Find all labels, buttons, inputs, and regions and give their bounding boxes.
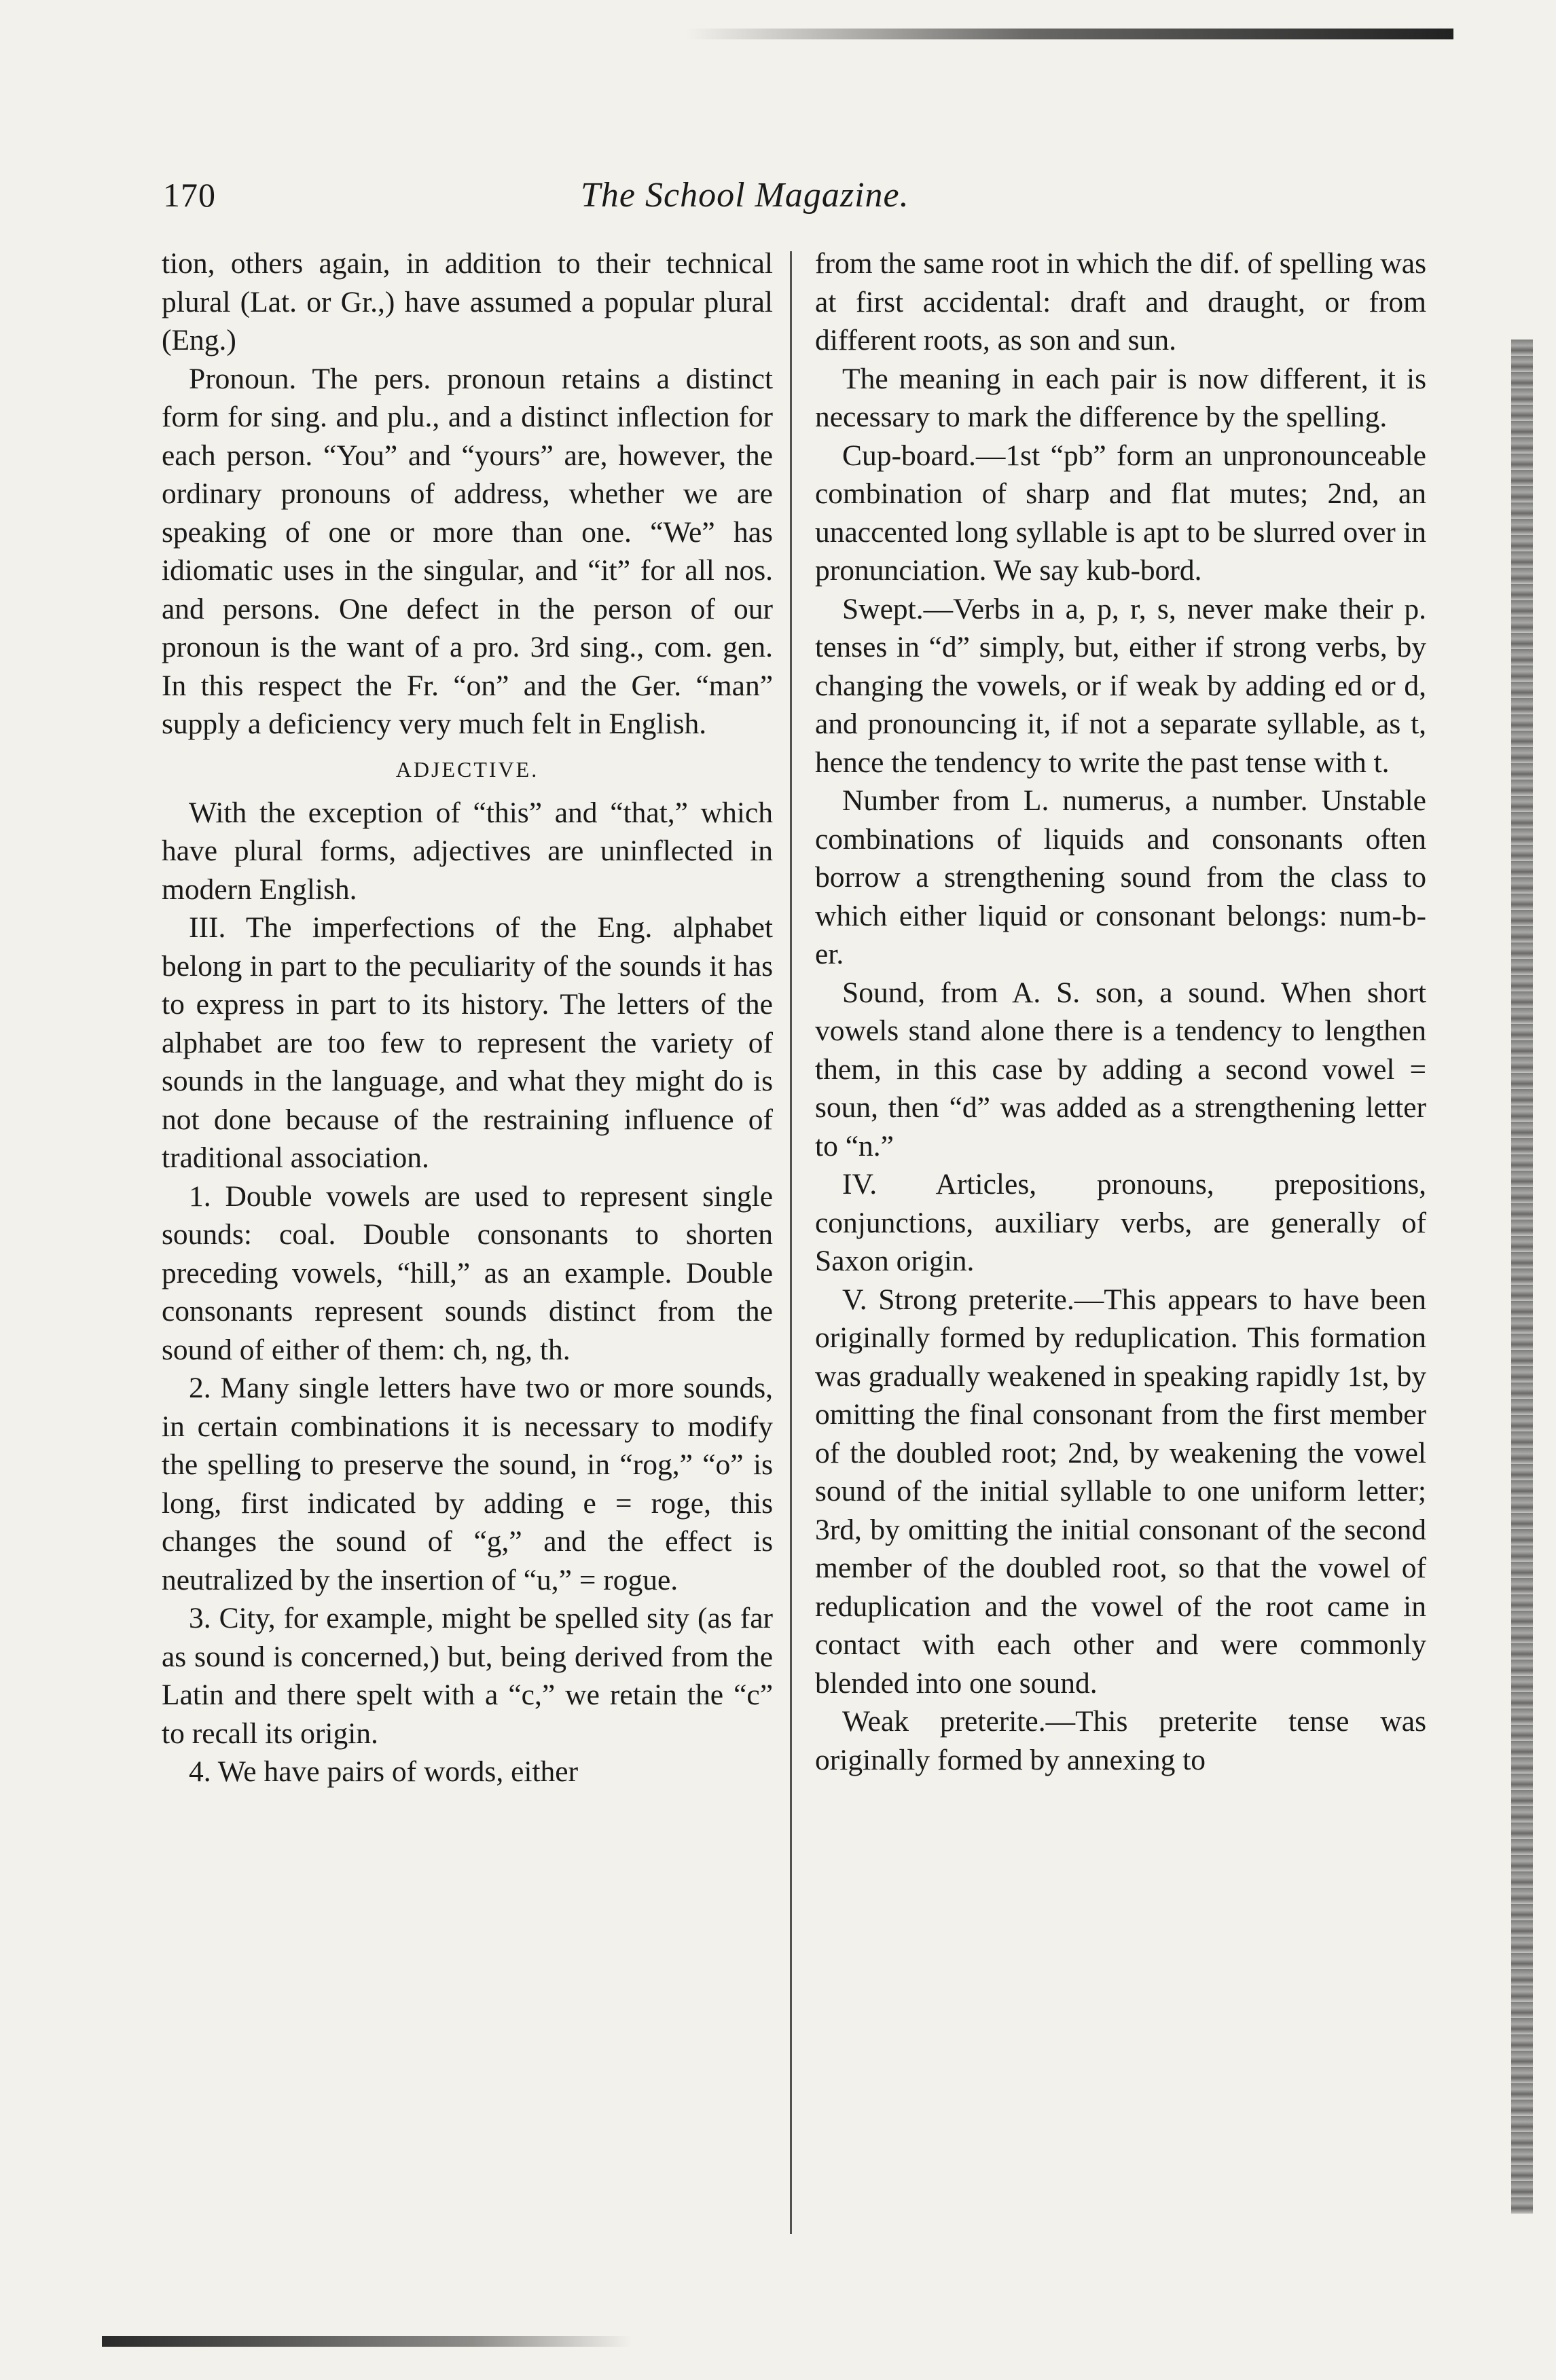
section-heading: ADJECTIVE. bbox=[395, 756, 539, 782]
paragraph: 4. We have pairs of words, either bbox=[189, 1755, 579, 1788]
paragraph: Swept.—Verbs in a, p, r, s, never make their p. tenses in “d” simply, but, either if strong verbs, by changing the vowels, or if weak by adding ed or d, and pronouncing it, if not a separate syllable, as t, hence the tendency to write the past tense with t. bbox=[815, 592, 1426, 779]
page-header bbox=[163, 175, 1433, 223]
paragraph: The meaning in each pair is now different, it is necessary to mark the difference by the spelling. bbox=[815, 362, 1426, 433]
paragraph: 3. City, for example, might be spelled sity (as far as sound is concerned,) but, being derived from the Latin and there spelt with a “c,” we retain the “c” to recall its origin. bbox=[162, 1602, 773, 1750]
right-column bbox=[815, 244, 1426, 2234]
column-divider bbox=[790, 251, 792, 2234]
paragraph: Sound, from A. S. son, a sound. When short vowels stand alone there is a tendency to lengthen them, in this case by adding a second vowel = soun, then “d” was added as a strengthening letter to “n.” bbox=[815, 976, 1426, 1162]
paragraph: Cup-board.—1st “pb” form an unpronounceable combination of sharp and flat mutes; 2nd, an unaccented long syllable is apt to be slurred over in pronunciation. We say kub-bord. bbox=[815, 439, 1426, 587]
running-title: The School Magazine. bbox=[581, 176, 909, 215]
paragraph: IV. Articles, pronouns, prepositions, conjunctions, auxiliary verbs, are generally of Saxon origin. bbox=[815, 1168, 1426, 1277]
paragraph: With the exception of “this” and “that,” which have plural forms, adjectives are uninflected in modern English. bbox=[162, 796, 773, 906]
paragraph: III. The imperfections of the Eng. alphabet belong in part to the peculiarity of the sounds it has to express in part to its history. The letters of the alphabet are too few to represent the variety of sounds in the language, and what they might do is not done because of the restraining influence of traditional association. bbox=[162, 911, 773, 1174]
paragraph: tion, others again, in addition to their technical plural (Lat. or Gr.,) have assumed a popular plural (Eng.) bbox=[162, 247, 773, 356]
scan-edge-right bbox=[1511, 340, 1533, 2214]
scan-edge-bottom bbox=[102, 2336, 632, 2347]
paragraph: 1. Double vowels are used to represent single sounds: coal. Double consonants to shorten preceding vowels, “hill,” as an example. Double consonants represent sounds distinct from the sound of either of them: ch, ng, th. bbox=[162, 1179, 773, 1366]
paragraph: 2. Many single letters have two or more sounds, in certain combinations it is necessary to modify the spelling to preserve the sound, in “rog,” “o” is long, first indicated by adding e = roge, this changes the sound of “g,” and the effect is neutralized by the insertion of “u,” = rogue. bbox=[162, 1372, 773, 1596]
left-column bbox=[162, 244, 773, 2234]
paragraph: Weak preterite.—This preterite tense was originally formed by annexing to bbox=[815, 1705, 1426, 1776]
paragraph: from the same root in which the dif. of spelling was at first accidental: draft and draught, or from different roots, as son and sun. bbox=[815, 247, 1426, 356]
paragraph: Number from L. numerus, a number. Unstable combinations of liquids and consonants often borrow a strengthening sound from the class to which either liquid or consonant belongs: num-b-er. bbox=[815, 784, 1426, 970]
paragraph: Pronoun. The pers. pronoun retains a distinct form for sing. and plu., and a distinct inflection for each person. “You” and “yours” are, however, the ordinary pronouns of address, whether we are speaking of one or more than one. “We” has idiomatic uses in the singular, and “it” for all nos. and persons. One defect in the person of our pronoun is the want of a pro. 3rd sing., com. gen. In this respect the Fr. “on” and the Ger. “man” supply a deficiency very much felt in English. bbox=[162, 362, 773, 740]
page-number: 170 bbox=[163, 176, 216, 214]
scan-edge-top bbox=[686, 29, 1453, 39]
paragraph: V. Strong preterite.—This appears to have been originally formed by reduplication. This formation was gradually weakened in speaking rapidly 1st, by omitting the final consonant from the first member of the doubled root; 2nd, by weakening the vowel sound of the initial syllable to one uniform letter; 3rd, by omitting the initial consonant of the second member of the doubled root, so that the vowel of reduplication and the vowel of the root came in contact with each other and were commonly blended into one sound. bbox=[815, 1283, 1426, 1700]
